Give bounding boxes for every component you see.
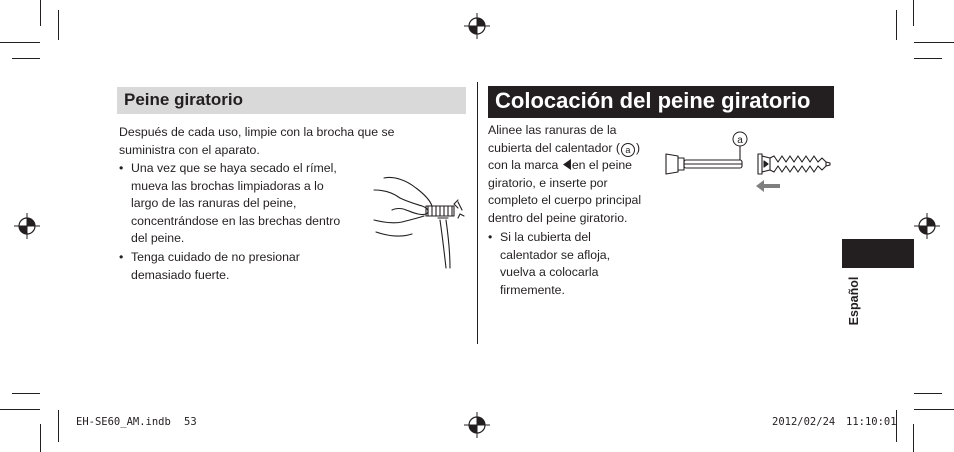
crop-mark [40,424,41,452]
step-line [488,157,658,175]
crop-mark [40,0,41,26]
crop-mark [58,10,59,40]
comb-attachment-diagram [662,128,836,194]
bullet-item [119,160,369,250]
crop-mark [914,393,942,394]
crop-mark [12,393,40,394]
bullet-item [119,249,369,285]
crop-mark [58,410,59,442]
bullet-line: largo de las ranuras del peine, [131,196,297,211]
step-line: completo el cuerpo principal [488,193,642,208]
crop-mark [896,10,897,40]
bullet-line: concentrándose en las brechas dentro [131,213,341,228]
bullet-line: vuelva a colocarla [500,265,599,280]
footer-filename: EH-SE60_AM.indb [76,416,171,428]
crop-mark [914,58,942,59]
step-line-text: cubierta del calentador ( [488,140,620,155]
bullet-line: Una vez que se haya secado el rímel, [131,161,337,175]
registration-mark-icon [464,13,490,39]
step-line: Alinee las ranuras de la [488,123,617,137]
intro-line: Después de cada uso, limpie con la brocha que se [119,125,395,139]
section-heading-peine-giratorio [117,87,466,114]
section-title: Colocación del peine giratorio [495,88,811,113]
crop-mark [914,409,954,410]
bullet-line: mueva las brochas limpiadoras a lo [131,178,324,193]
intro-paragraph [119,124,459,159]
step-paragraph [488,122,658,228]
bullet-symbol: • [119,250,124,264]
crop-mark [913,424,914,452]
footer-page-number: 53 [184,416,197,428]
intro-line: suministra con el aparato. [119,142,260,157]
crop-mark [913,0,914,26]
column-divider [477,82,478,344]
diagram-callout-a: a [737,135,743,146]
step-line [488,140,658,158]
close-paren: ) [635,140,641,155]
bullet-line: firmemente. [500,282,565,297]
bullet-line: calentador se afloja, [500,247,611,262]
registration-mark-icon [464,412,490,438]
bullet-line: Tenga cuidado de no presionar [131,250,300,264]
section-heading-colocacion [488,86,834,118]
triangle-mark-icon [562,159,572,170]
bullet-item [488,229,658,301]
brush-cleaning-illustration [366,164,470,272]
step-line-text: con la marca [488,158,559,173]
registration-mark-icon [14,213,40,239]
crop-mark [914,42,954,43]
footer-time: 11:10:01 [846,416,897,428]
crop-mark [12,58,40,59]
step-line: dentro del peine giratorio. [488,210,628,225]
marker-a-circle: a [621,143,635,157]
section-title: Peine giratorio [124,90,244,109]
footer-date: 2012/02/24 [772,416,836,428]
language-tab-marker [842,239,914,268]
step-line-text: en el peine [571,158,632,173]
crop-mark [0,42,40,43]
bullet-line: del peine. [131,231,185,246]
crop-mark [0,409,40,410]
bullet-line: Si la cubierta del [500,230,591,244]
bullet-line: demasiado fuerte. [131,267,230,282]
bullet-symbol: • [488,230,493,244]
registration-mark-icon [914,213,940,239]
language-text: Español [847,276,861,326]
language-label [840,272,868,330]
bullet-symbol: • [119,161,124,175]
step-line: giratorio, e inserte por [488,175,608,190]
